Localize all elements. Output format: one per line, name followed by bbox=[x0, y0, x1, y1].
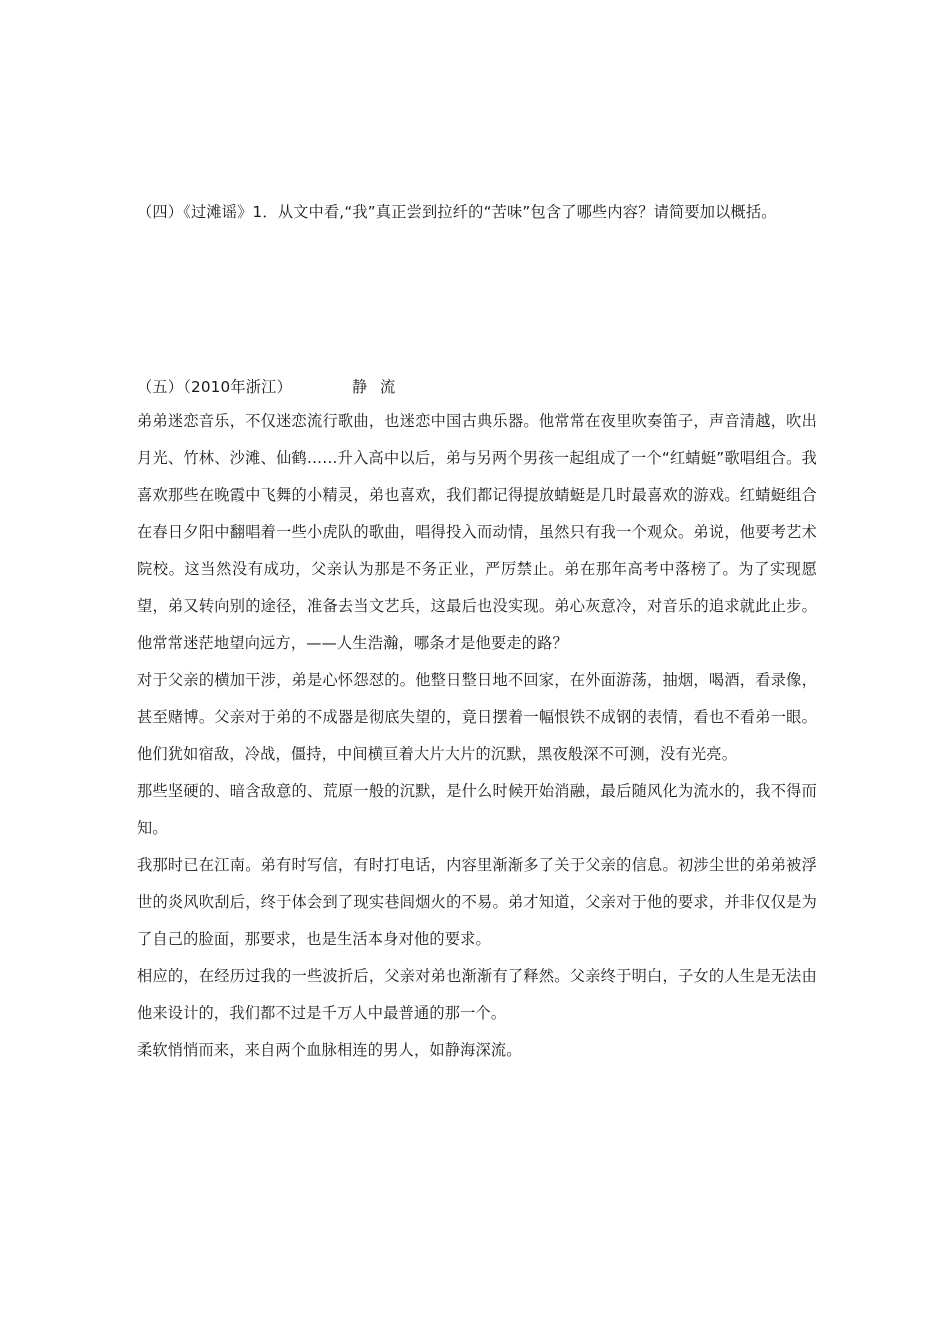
essay-title: 静 流 bbox=[351, 378, 400, 396]
essay-paragraph: 那些坚硬的、暗含敌意的、荒原一般的沉默，是什么时候开始消融，最后随风化为流水的，我不得而知。 bbox=[137, 782, 817, 837]
essay-body bbox=[137, 403, 817, 1069]
section-5-header bbox=[137, 372, 817, 402]
essay-paragraph: 对于父亲的横加干涉，弟是心怀怨怼的。他整日整日地不回家，在外面游荡，抽烟，喝酒，看录像，甚至赌博。父亲对于弟的不成器是彻底失望的，竟日摆着一幅恨铁不成钢的表情，看也不看弟一眼。他们犹如宿敌，冷战，僵持，中间横亘着大片大片的沉默，黑夜般深不可测，没有光亮。 bbox=[137, 671, 817, 763]
essay-paragraph: 相应的，在经历过我的一些波折后，父亲对弟也渐渐有了释然。父亲终于明白，子女的人生是无法由他来设计的，我们都不过是千万人中最普通的那一个。 bbox=[137, 967, 817, 1022]
essay-paragraph: 我那时已在江南。弟有时写信，有时打电话，内容里渐渐多了关于父亲的信息。初涉尘世的弟弟被浮世的炎风吹刮后，终于体会到了现实巷闾烟火的不易。弟才知道，父亲对于他的要求，并非仅仅是为了自己的脸面，那要求，也是生活本身对他的要求。 bbox=[137, 856, 817, 948]
essay-paragraph: 弟弟迷恋音乐，不仅迷恋流行歌曲，也迷恋中国古典乐器。他常常在夜里吹奏笛子，声音清越，吹出月光、竹林、沙滩、仙鹤……升入高中以后，弟与另两个男孩一起组成了一个“红蜻蜓”歌唱组合。我喜欢那些在晚霞中飞舞的小精灵，弟也喜欢，我们都记得提放蜻蜓是几时最喜欢的游戏。红蜻蜓组合在春日夕阳中翻唱着一些小虎队的歌曲，唱得投入而动情，虽然只有我一个观众。弟说，他要考艺术院校。这当然没有成功，父亲认为那是不务正业，严厉禁止。弟在那年高考中落榜了。为了实现愿望，弟又转向别的途径，准备去当文艺兵，这最后也没实现。弟心灰意冷，对音乐的追求就此止步。他常常迷茫地望向远方，——人生浩瀚，哪条才是他要走的路？ bbox=[137, 412, 817, 652]
question-4 bbox=[137, 194, 817, 231]
question-4-text: （四）《过滩谣》1．从文中看,“我”真正尝到拉纤的“苦味”包含了哪些内容？请简要加以概括。 bbox=[137, 203, 777, 221]
essay-paragraph: 柔软悄悄而来，来自两个血脉相连的男人，如静海深流。 bbox=[137, 1041, 522, 1059]
section-5-label: （五）（2010年浙江） bbox=[137, 378, 292, 396]
